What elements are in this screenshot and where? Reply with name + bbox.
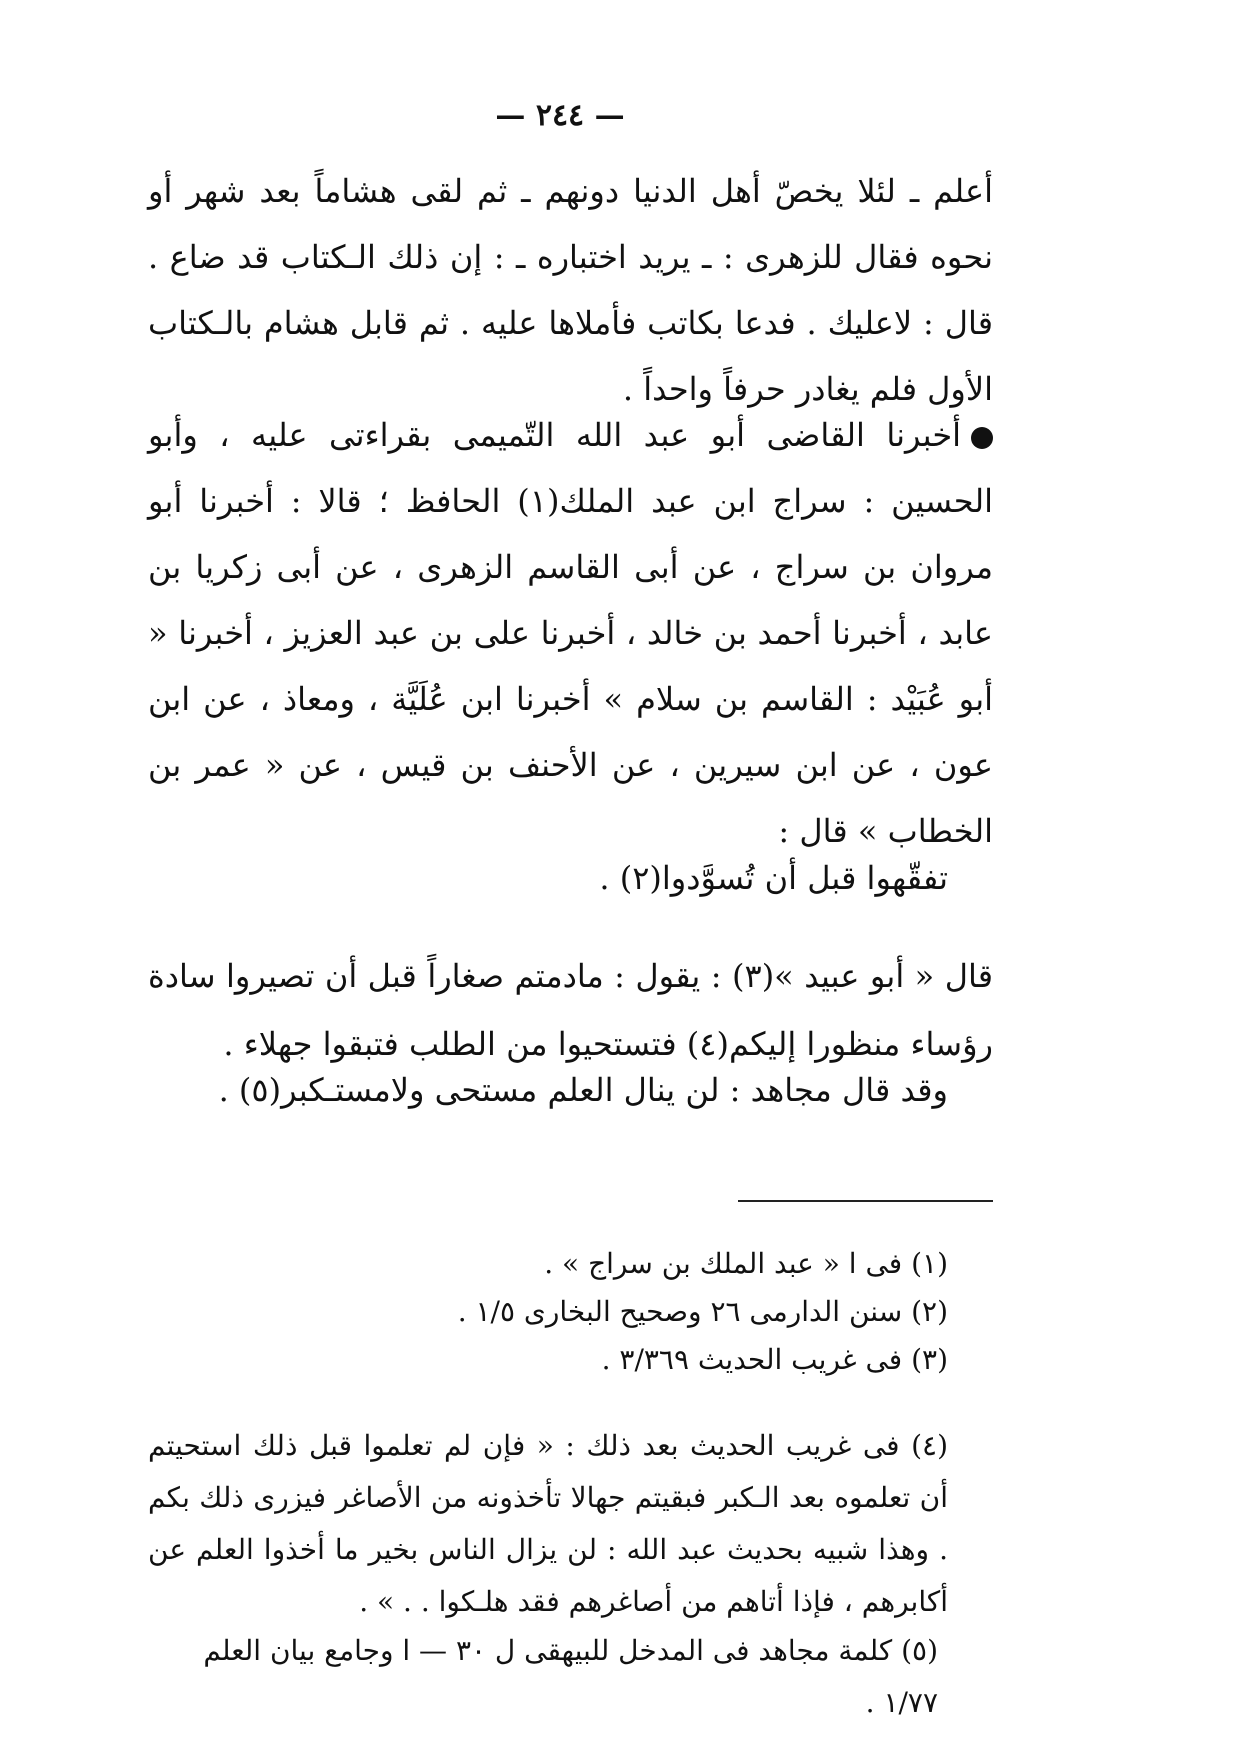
footnote-1: (١) فى ا « عبد الملك بن سراج » . xyxy=(544,1247,948,1280)
paragraph-text: أخبرنا القاضى أبو عبد الله التّميمى بقراءتى عليه ، وأبو الحسين : سراج ابن عبد الملك(١) الحافظ ؛ قالا : أخبرنا أبو مروان بن سراج ، عن أبى القاسم الزهرى ، عن أبى زكريا بن عابد ، أخبرنا أحمد بن خالد ، أخبرنا على بن عبد العزيز ، أخبرنا « أبو عُبَيْد : القاسم بن سلام » أخبرنا ابن عُلَيَّة ، ومعاذ ، عن ابن عون ، عن ابن سيرين ، عن الأحنف بن قيس ، عن « عمر بن الخطاب » قال : xyxy=(148,416,994,850)
footnote-4: (٤) فى غريب الحديث بعد ذلك : « فإن لم تعلموا قبل ذلك استحيتم أن تعلموه بعد الـكبر فبقيتم جهالا تأخذونه من الأصاغر فيزرى ذلك بكم . وهذا شبيه بحديث عبد الله : لن يزال الناس بخير ما أخذوا العلم عن أكابرهم ، فإذا أتاهم من أصاغرهم فقد هلـكوا . . » . xyxy=(148,1429,948,1618)
footnote-3: (٣) فى غريب الحديث ٣/٣٦٩ . xyxy=(601,1343,948,1376)
bullet-icon xyxy=(971,427,993,449)
paragraph-continuation xyxy=(148,158,993,422)
paragraph-mujahid: وقد قال مجاهد : لن ينال العلم مستحى ولامستـكبر(٥) . xyxy=(218,1071,948,1109)
paragraph-isnad xyxy=(148,402,993,864)
footnotes-list xyxy=(148,1240,948,1384)
paragraph-text: قال « أبو عبيد »(٣) : يقول : مادمتم صغاراً قبل أن تصيروا سادة رؤساء منظورا إليكم(٤) فتستحيوا من الطلب فتبقوا جهلاء . xyxy=(148,957,994,1063)
paragraph-commentary xyxy=(148,942,993,1078)
footnote-2: (٢) سنن الدارمى ٢٦ وصحيح البخارى ١/٥ . xyxy=(457,1295,948,1328)
page-number: — ٢٤٤ — xyxy=(495,98,625,133)
paragraph-text: أعلم ـ لئلا يخصّ أهل الدنيا دونهم ـ ثم لقى هشاماً بعد شهر أو نحوه فقال للزهرى : ـ يريد اختباره ـ : إن ذلك الـكتاب قد ضاع . قال : لاعليك . فدعا بكاتب فأملاها عليه . ثم قابل هشام بالـكتاب الأول فلم يغادر حرفاً واحداً . xyxy=(148,172,993,408)
footnote-divider xyxy=(738,1200,993,1202)
footnote-5: (٥) كلمة مجاهد فى المدخل للبيهقى ل ٣٠ — ا وجامع بيان العلم ١/٧٧ . xyxy=(203,1634,938,1719)
quoted-saying: تفقّهوا قبل أن تُسوَّدوا(٢) . xyxy=(599,859,948,897)
